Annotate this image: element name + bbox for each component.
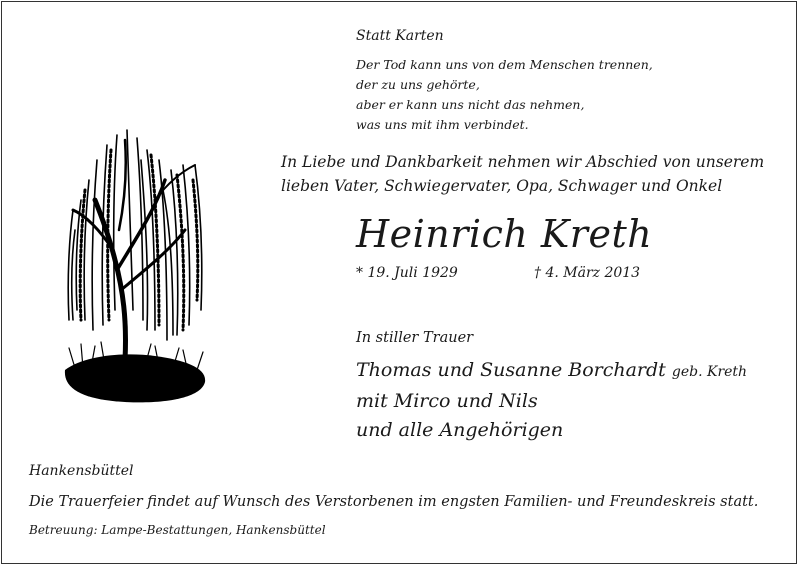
mourners [356,356,747,445]
funeral-info: Die Trauerfeier findet auf Wunsch des Verstorbenen im engsten Familien- und Freundeskreis statt. [29,494,759,510]
maiden-name: geb. Kreth [671,364,748,380]
lead-line: In Liebe und Dankbarkeit nehmen wir Abschied von unserem [281,153,765,171]
death-date: † 4. März 2013 [534,265,641,281]
mourner-names: Thomas und Susanne Borchardt [356,359,666,381]
poem-line: Der Tod kann uns von dem Menschen trennen, [356,57,653,72]
mourner-line [356,356,747,387]
poem-line: der zu uns gehörte, [356,77,480,92]
poem-line: was uns mit ihm verbindet. [356,117,529,132]
lead-line: lieben Vater, Schwiegervater, Opa, Schwager und Onkel [281,177,723,195]
birth-date: * 19. Juli 1929 [356,265,458,281]
mourner-line: mit Mirco und Nils [356,390,538,412]
funeral-home-info: Betreuung: Lampe-Bestattungen, Hankensbüttel [29,523,326,537]
mourner-line: und alle Angehörigen [356,419,564,441]
weeping-willow-tree-icon [55,120,215,410]
mourning-heading: In stiller Trauer [356,330,474,346]
place-text: Hankensbüttel [29,463,134,479]
lead-text [281,150,764,198]
poem-line: aber er kann uns nicht das nehmen, [356,97,585,112]
poem [356,55,653,135]
intro-text: Statt Karten [356,28,444,44]
deceased-name: Heinrich Kreth [356,212,653,256]
